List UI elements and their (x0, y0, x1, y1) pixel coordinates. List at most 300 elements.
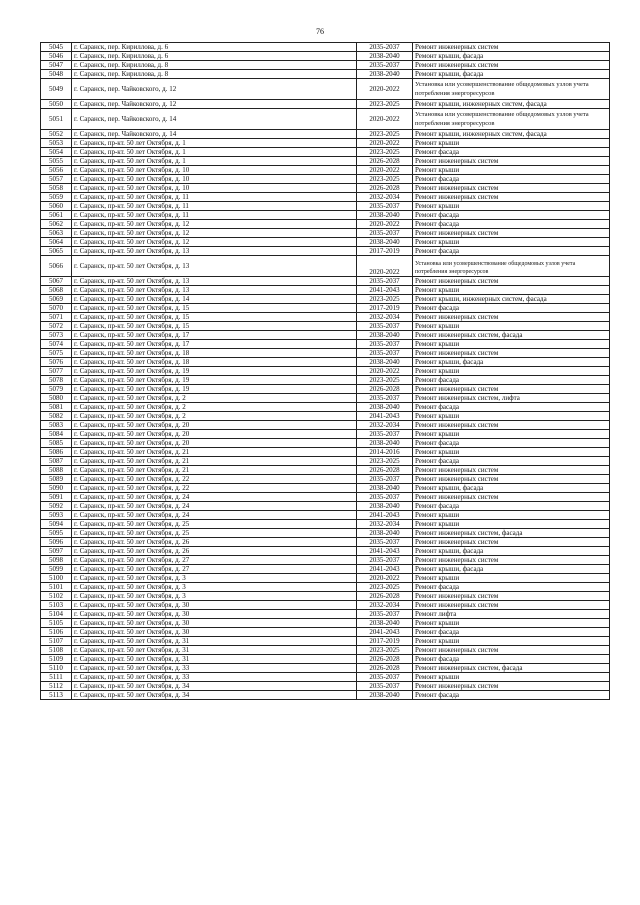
row-period: 2014-2016 (357, 448, 413, 457)
row-work-type: Установка или усовершенствование общедомовых узлов учета потребления энергоресурсов (413, 256, 610, 277)
table-row (41, 166, 610, 175)
table-row (41, 673, 610, 682)
row-work-type: Ремонт крыши, фасада (413, 358, 610, 367)
table-row (41, 130, 610, 139)
table-row (41, 565, 610, 574)
row-period: 2035-2037 (357, 493, 413, 502)
row-address: г. Саранск, пр-кт. 50 лет Октября, д. 17 (72, 340, 357, 349)
table-row (41, 547, 610, 556)
row-address: г. Саранск, пр-кт. 50 лет Октября, д. 25 (72, 529, 357, 538)
row-number: 5068 (41, 286, 72, 295)
row-address: г. Саранск, пр-кт. 50 лет Октября, д. 13 (72, 247, 357, 256)
row-period: 2035-2037 (357, 682, 413, 691)
table-row (41, 691, 610, 700)
row-address: г. Саранск, пр-кт. 50 лет Октября, д. 21 (72, 466, 357, 475)
row-number: 5073 (41, 331, 72, 340)
table-row (41, 100, 610, 109)
row-address: г. Саранск, пр-кт. 50 лет Октября, д. 33 (72, 664, 357, 673)
row-number: 5081 (41, 403, 72, 412)
registry-table (40, 42, 610, 700)
row-period: 2035-2037 (357, 61, 413, 70)
row-period: 2035-2037 (357, 556, 413, 565)
row-number: 5089 (41, 475, 72, 484)
row-number: 5097 (41, 547, 72, 556)
row-period: 2035-2037 (357, 202, 413, 211)
row-number: 5099 (41, 565, 72, 574)
row-number: 5113 (41, 691, 72, 700)
row-address: г. Саранск, пр-кт. 50 лет Октября, д. 2 (72, 394, 357, 403)
table-row (41, 466, 610, 475)
row-number: 5058 (41, 184, 72, 193)
row-number: 5103 (41, 601, 72, 610)
row-work-type: Ремонт фасада (413, 247, 610, 256)
row-work-type: Ремонт крыши, инженерных систем, фасада (413, 295, 610, 304)
row-work-type: Ремонт инженерных систем (413, 157, 610, 166)
row-period: 2038-2040 (357, 211, 413, 220)
row-period: 2017-2019 (357, 637, 413, 646)
table-row (41, 520, 610, 529)
row-address: г. Саранск, пр-кт. 50 лет Октября, д. 22 (72, 484, 357, 493)
row-address: г. Саранск, пр-кт. 50 лет Октября, д. 24 (72, 511, 357, 520)
table-row (41, 493, 610, 502)
row-address: г. Саранск, пр-кт. 50 лет Октября, д. 11 (72, 193, 357, 202)
row-work-type: Ремонт крыши (413, 202, 610, 211)
row-work-type: Ремонт крыши, фасада (413, 565, 610, 574)
table-row (41, 286, 610, 295)
row-number: 5087 (41, 457, 72, 466)
row-number: 5094 (41, 520, 72, 529)
row-period: 2038-2040 (357, 484, 413, 493)
table-row (41, 139, 610, 148)
row-number: 5064 (41, 238, 72, 247)
row-period: 2035-2037 (357, 673, 413, 682)
row-work-type: Ремонт крыши (413, 448, 610, 457)
row-number: 5051 (41, 109, 72, 130)
row-work-type: Ремонт крыши (413, 238, 610, 247)
row-period: 2020-2022 (357, 109, 413, 130)
row-period: 2032-2034 (357, 520, 413, 529)
row-address: г. Саранск, пр-кт. 50 лет Октября, д. 12 (72, 229, 357, 238)
row-work-type: Ремонт лифта (413, 610, 610, 619)
row-work-type: Ремонт крыши (413, 166, 610, 175)
row-address: г. Саранск, пр-кт. 50 лет Октября, д. 26 (72, 547, 357, 556)
row-work-type: Ремонт крыши (413, 412, 610, 421)
row-work-type: Ремонт крыши (413, 619, 610, 628)
row-period: 2026-2028 (357, 466, 413, 475)
row-work-type: Ремонт крыши (413, 673, 610, 682)
row-address: г. Саранск, пр-кт. 50 лет Октября, д. 30 (72, 601, 357, 610)
row-work-type: Ремонт инженерных систем (413, 193, 610, 202)
table-row (41, 421, 610, 430)
row-period: 2038-2040 (357, 619, 413, 628)
row-work-type: Ремонт крыши (413, 286, 610, 295)
row-work-type: Ремонт инженерных систем, фасада (413, 529, 610, 538)
row-period: 2041-2043 (357, 565, 413, 574)
row-address: г. Саранск, пр-кт. 50 лет Октября, д. 17 (72, 331, 357, 340)
row-number: 5071 (41, 313, 72, 322)
row-address: г. Саранск, пр-кт. 50 лет Октября, д. 34 (72, 682, 357, 691)
table-row (41, 322, 610, 331)
row-work-type: Ремонт крыши (413, 322, 610, 331)
row-period: 2023-2025 (357, 457, 413, 466)
page-number: 76 (316, 27, 324, 36)
row-number: 5088 (41, 466, 72, 475)
row-period: 2032-2034 (357, 313, 413, 322)
row-number: 5106 (41, 628, 72, 637)
row-number: 5072 (41, 322, 72, 331)
row-address: г. Саранск, пр-кт. 50 лет Октября, д. 30 (72, 628, 357, 637)
row-work-type: Ремонт инженерных систем (413, 421, 610, 430)
row-address: г. Саранск, пр-кт. 50 лет Октября, д. 13 (72, 277, 357, 286)
row-period: 2023-2025 (357, 583, 413, 592)
row-period: 2020-2022 (357, 256, 413, 277)
row-work-type: Ремонт фасада (413, 502, 610, 511)
table-row (41, 646, 610, 655)
row-period: 2026-2028 (357, 655, 413, 664)
row-address: г. Саранск, пр-кт. 50 лет Октября, д. 30 (72, 610, 357, 619)
table-row (41, 412, 610, 421)
table-row (41, 637, 610, 646)
row-number: 5070 (41, 304, 72, 313)
row-period: 2041-2043 (357, 412, 413, 421)
row-number: 5079 (41, 385, 72, 394)
row-work-type: Ремонт инженерных систем (413, 466, 610, 475)
row-number: 5086 (41, 448, 72, 457)
table-row (41, 475, 610, 484)
row-work-type: Ремонт крыши (413, 637, 610, 646)
row-address: г. Саранск, пр-кт. 50 лет Октября, д. 2 (72, 403, 357, 412)
row-number: 5069 (41, 295, 72, 304)
row-period: 2026-2028 (357, 184, 413, 193)
row-period: 2026-2028 (357, 385, 413, 394)
row-number: 5061 (41, 211, 72, 220)
table-row (41, 610, 610, 619)
row-address: г. Саранск, пр-кт. 50 лет Октября, д. 12 (72, 238, 357, 247)
table-row (41, 148, 610, 157)
row-address: г. Саранск, пр-кт. 50 лет Октября, д. 25 (72, 520, 357, 529)
row-address: г. Саранск, пр-кт. 50 лет Октября, д. 24 (72, 502, 357, 511)
row-number: 5093 (41, 511, 72, 520)
row-address: г. Саранск, пер. Кириллова, д. 8 (72, 61, 357, 70)
table-row (41, 256, 610, 277)
row-period: 2041-2043 (357, 628, 413, 637)
row-number: 5049 (41, 79, 72, 100)
table-row (41, 574, 610, 583)
row-address: г. Саранск, пр-кт. 50 лет Октября, д. 10 (72, 166, 357, 175)
row-address: г. Саранск, пр-кт. 50 лет Октября, д. 10 (72, 175, 357, 184)
row-period: 2026-2028 (357, 592, 413, 601)
row-number: 5055 (41, 157, 72, 166)
row-number: 5085 (41, 439, 72, 448)
row-address: г. Саранск, пр-кт. 50 лет Октября, д. 1 (72, 148, 357, 157)
row-period: 2020-2022 (357, 574, 413, 583)
row-period: 2035-2037 (357, 610, 413, 619)
row-address: г. Саранск, пр-кт. 50 лет Октября, д. 31 (72, 655, 357, 664)
row-number: 5108 (41, 646, 72, 655)
row-number: 5052 (41, 130, 72, 139)
table-row (41, 358, 610, 367)
row-address: г. Саранск, пр-кт. 50 лет Октября, д. 33 (72, 673, 357, 682)
row-work-type: Ремонт фасада (413, 175, 610, 184)
table-row (41, 61, 610, 70)
row-work-type: Ремонт крыши, инженерных систем, фасада (413, 100, 610, 109)
row-number: 5060 (41, 202, 72, 211)
table-row (41, 193, 610, 202)
table-row (41, 502, 610, 511)
row-address: г. Саранск, пр-кт. 50 лет Октября, д. 15 (72, 304, 357, 313)
table-row (41, 313, 610, 322)
row-work-type: Ремонт фасада (413, 691, 610, 700)
row-period: 2032-2034 (357, 421, 413, 430)
row-address: г. Саранск, пр-кт. 50 лет Октября, д. 27 (72, 565, 357, 574)
row-number: 5102 (41, 592, 72, 601)
row-period: 2038-2040 (357, 691, 413, 700)
row-work-type: Ремонт инженерных систем (413, 313, 610, 322)
table-row (41, 109, 610, 130)
row-address: г. Саранск, пр-кт. 50 лет Октября, д. 19 (72, 367, 357, 376)
row-work-type: Ремонт фасада (413, 376, 610, 385)
table-row (41, 202, 610, 211)
row-number: 5057 (41, 175, 72, 184)
row-address: г. Саранск, пр-кт. 50 лет Октября, д. 11 (72, 211, 357, 220)
row-number: 5104 (41, 610, 72, 619)
table-row (41, 619, 610, 628)
row-work-type: Ремонт инженерных систем (413, 682, 610, 691)
row-period: 2020-2022 (357, 79, 413, 100)
row-address: г. Саранск, пр-кт. 50 лет Октября, д. 2 (72, 412, 357, 421)
row-number: 5076 (41, 358, 72, 367)
row-number: 5083 (41, 421, 72, 430)
table-row (41, 556, 610, 565)
table-row (41, 331, 610, 340)
row-address: г. Саранск, пр-кт. 50 лет Октября, д. 21 (72, 457, 357, 466)
row-period: 2038-2040 (357, 358, 413, 367)
row-period: 2038-2040 (357, 331, 413, 340)
row-address: г. Саранск, пер. Кириллова, д. 6 (72, 43, 357, 52)
table-row (41, 229, 610, 238)
row-period: 2023-2025 (357, 646, 413, 655)
row-number: 5107 (41, 637, 72, 646)
table-row (41, 340, 610, 349)
row-period: 2035-2037 (357, 340, 413, 349)
table-row (41, 601, 610, 610)
row-number: 5098 (41, 556, 72, 565)
row-number: 5080 (41, 394, 72, 403)
row-period: 2017-2019 (357, 247, 413, 256)
row-number: 5066 (41, 256, 72, 277)
row-work-type: Ремонт инженерных систем (413, 592, 610, 601)
row-work-type: Ремонт фасада (413, 583, 610, 592)
row-number: 5050 (41, 100, 72, 109)
row-address: г. Саранск, пр-кт. 50 лет Октября, д. 10 (72, 184, 357, 193)
table-row (41, 430, 610, 439)
row-address: г. Саранск, пр-кт. 50 лет Октября, д. 13 (72, 286, 357, 295)
row-period: 2023-2025 (357, 295, 413, 304)
row-address: г. Саранск, пр-кт. 50 лет Октября, д. 3 (72, 592, 357, 601)
row-address: г. Саранск, пр-кт. 50 лет Октября, д. 3 (72, 574, 357, 583)
row-number: 5067 (41, 277, 72, 286)
table-row (41, 664, 610, 673)
row-work-type: Ремонт инженерных систем (413, 646, 610, 655)
row-number: 5090 (41, 484, 72, 493)
row-period: 2035-2037 (357, 349, 413, 358)
row-number: 5100 (41, 574, 72, 583)
row-period: 2020-2022 (357, 367, 413, 376)
row-address: г. Саранск, пр-кт. 50 лет Октября, д. 20 (72, 430, 357, 439)
row-number: 5063 (41, 229, 72, 238)
row-period: 2035-2037 (357, 322, 413, 331)
row-number: 5091 (41, 493, 72, 502)
row-address: г. Саранск, пр-кт. 50 лет Октября, д. 31 (72, 637, 357, 646)
table-row (41, 367, 610, 376)
row-number: 5045 (41, 43, 72, 52)
row-work-type: Ремонт крыши (413, 367, 610, 376)
row-period: 2038-2040 (357, 502, 413, 511)
table-row (41, 655, 610, 664)
row-address: г. Саранск, пр-кт. 50 лет Октября, д. 18 (72, 358, 357, 367)
row-work-type: Ремонт крыши, фасада (413, 52, 610, 61)
row-number: 5084 (41, 430, 72, 439)
table-row (41, 403, 610, 412)
table-row (41, 184, 610, 193)
row-period: 2035-2037 (357, 394, 413, 403)
row-period: 2038-2040 (357, 70, 413, 79)
row-address: г. Саранск, пр-кт. 50 лет Октября, д. 20 (72, 439, 357, 448)
row-work-type: Ремонт инженерных систем, фасада (413, 331, 610, 340)
row-period: 2023-2025 (357, 148, 413, 157)
row-period: 2035-2037 (357, 277, 413, 286)
row-address: г. Саранск, пр-кт. 50 лет Октября, д. 27 (72, 556, 357, 565)
row-number: 5065 (41, 247, 72, 256)
row-number: 5059 (41, 193, 72, 202)
table-row (41, 394, 610, 403)
row-period: 2041-2043 (357, 547, 413, 556)
row-address: г. Саранск, пр-кт. 50 лет Октября, д. 18 (72, 349, 357, 358)
row-work-type: Ремонт инженерных систем (413, 349, 610, 358)
table-row (41, 295, 610, 304)
row-address: г. Саранск, пр-кт. 50 лет Октября, д. 21 (72, 448, 357, 457)
row-period: 2023-2025 (357, 130, 413, 139)
row-period: 2023-2025 (357, 175, 413, 184)
row-address: г. Саранск, пер. Кириллова, д. 6 (72, 52, 357, 61)
row-number: 5048 (41, 70, 72, 79)
row-number: 5092 (41, 502, 72, 511)
table-row (41, 79, 610, 100)
row-period: 2020-2022 (357, 166, 413, 175)
row-number: 5053 (41, 139, 72, 148)
row-period: 2026-2028 (357, 664, 413, 673)
table-row (41, 592, 610, 601)
row-work-type: Ремонт крыши (413, 139, 610, 148)
row-address: г. Саранск, пр-кт. 50 лет Октября, д. 3 (72, 583, 357, 592)
row-period: 2035-2037 (357, 475, 413, 484)
row-number: 5075 (41, 349, 72, 358)
table-row (41, 682, 610, 691)
row-work-type: Ремонт крыши (413, 340, 610, 349)
row-address: г. Саранск, пр-кт. 50 лет Октября, д. 24 (72, 493, 357, 502)
row-address: г. Саранск, пр-кт. 50 лет Октября, д. 1 (72, 157, 357, 166)
row-address: г. Саранск, пер. Чайковского, д. 14 (72, 109, 357, 130)
row-period: 2035-2037 (357, 43, 413, 52)
row-number: 5078 (41, 376, 72, 385)
row-period: 2038-2040 (357, 403, 413, 412)
row-address: г. Саранск, пер. Кириллова, д. 8 (72, 70, 357, 79)
row-number: 5112 (41, 682, 72, 691)
table-row (41, 448, 610, 457)
row-address: г. Саранск, пр-кт. 50 лет Октября, д. 31 (72, 646, 357, 655)
row-period: 2035-2037 (357, 430, 413, 439)
table-row (41, 70, 610, 79)
row-period: 2041-2043 (357, 286, 413, 295)
row-address: г. Саранск, пр-кт. 50 лет Октября, д. 15 (72, 322, 357, 331)
table-row (41, 376, 610, 385)
table-row (41, 628, 610, 637)
row-work-type: Ремонт инженерных систем (413, 385, 610, 394)
row-work-type: Ремонт инженерных систем (413, 601, 610, 610)
row-work-type: Ремонт фасада (413, 655, 610, 664)
row-address: г. Саранск, пр-кт. 50 лет Октября, д. 20 (72, 421, 357, 430)
table-row (41, 157, 610, 166)
row-work-type: Установка или усовершенствование общедомовых узлов учета потребления энергоресурсов (413, 79, 610, 100)
row-address: г. Саранск, пр-кт. 50 лет Октября, д. 19 (72, 376, 357, 385)
row-number: 5082 (41, 412, 72, 421)
row-number: 5056 (41, 166, 72, 175)
table-row (41, 484, 610, 493)
row-work-type: Ремонт крыши (413, 511, 610, 520)
row-number: 5096 (41, 538, 72, 547)
row-address: г. Саранск, пер. Чайковского, д. 12 (72, 79, 357, 100)
row-period: 2032-2034 (357, 601, 413, 610)
row-number: 5047 (41, 61, 72, 70)
row-work-type: Ремонт фасада (413, 439, 610, 448)
table-row (41, 220, 610, 229)
row-work-type: Ремонт крыши (413, 574, 610, 583)
row-address: г. Саранск, пр-кт. 50 лет Октября, д. 30 (72, 619, 357, 628)
row-address: г. Саранск, пр-кт. 50 лет Октября, д. 11 (72, 202, 357, 211)
row-address: г. Саранск, пр-кт. 50 лет Октября, д. 1 (72, 139, 357, 148)
row-work-type: Установка или усовершенствование общедомовых узлов учета потребления энергоресурсов (413, 109, 610, 130)
row-number: 5074 (41, 340, 72, 349)
row-number: 5062 (41, 220, 72, 229)
row-work-type: Ремонт инженерных систем (413, 538, 610, 547)
table-row (41, 349, 610, 358)
table-row (41, 538, 610, 547)
table-row (41, 529, 610, 538)
row-period: 2032-2034 (357, 193, 413, 202)
row-work-type: Ремонт инженерных систем (413, 493, 610, 502)
row-number: 5101 (41, 583, 72, 592)
row-period: 2035-2037 (357, 229, 413, 238)
row-work-type: Ремонт инженерных систем (413, 43, 610, 52)
row-work-type: Ремонт фасада (413, 457, 610, 466)
table-row (41, 211, 610, 220)
row-period: 2026-2028 (357, 157, 413, 166)
row-work-type: Ремонт фасада (413, 220, 610, 229)
table-row (41, 457, 610, 466)
row-work-type: Ремонт крыши, фасада (413, 70, 610, 79)
row-period: 2017-2019 (357, 304, 413, 313)
table-row (41, 385, 610, 394)
table-row (41, 277, 610, 286)
row-address: г. Саранск, пр-кт. 50 лет Октября, д. 26 (72, 538, 357, 547)
row-number: 5111 (41, 673, 72, 682)
table-row (41, 43, 610, 52)
row-work-type: Ремонт фасада (413, 304, 610, 313)
table-row (41, 511, 610, 520)
row-number: 5110 (41, 664, 72, 673)
row-work-type: Ремонт фасада (413, 403, 610, 412)
row-period: 2041-2043 (357, 511, 413, 520)
